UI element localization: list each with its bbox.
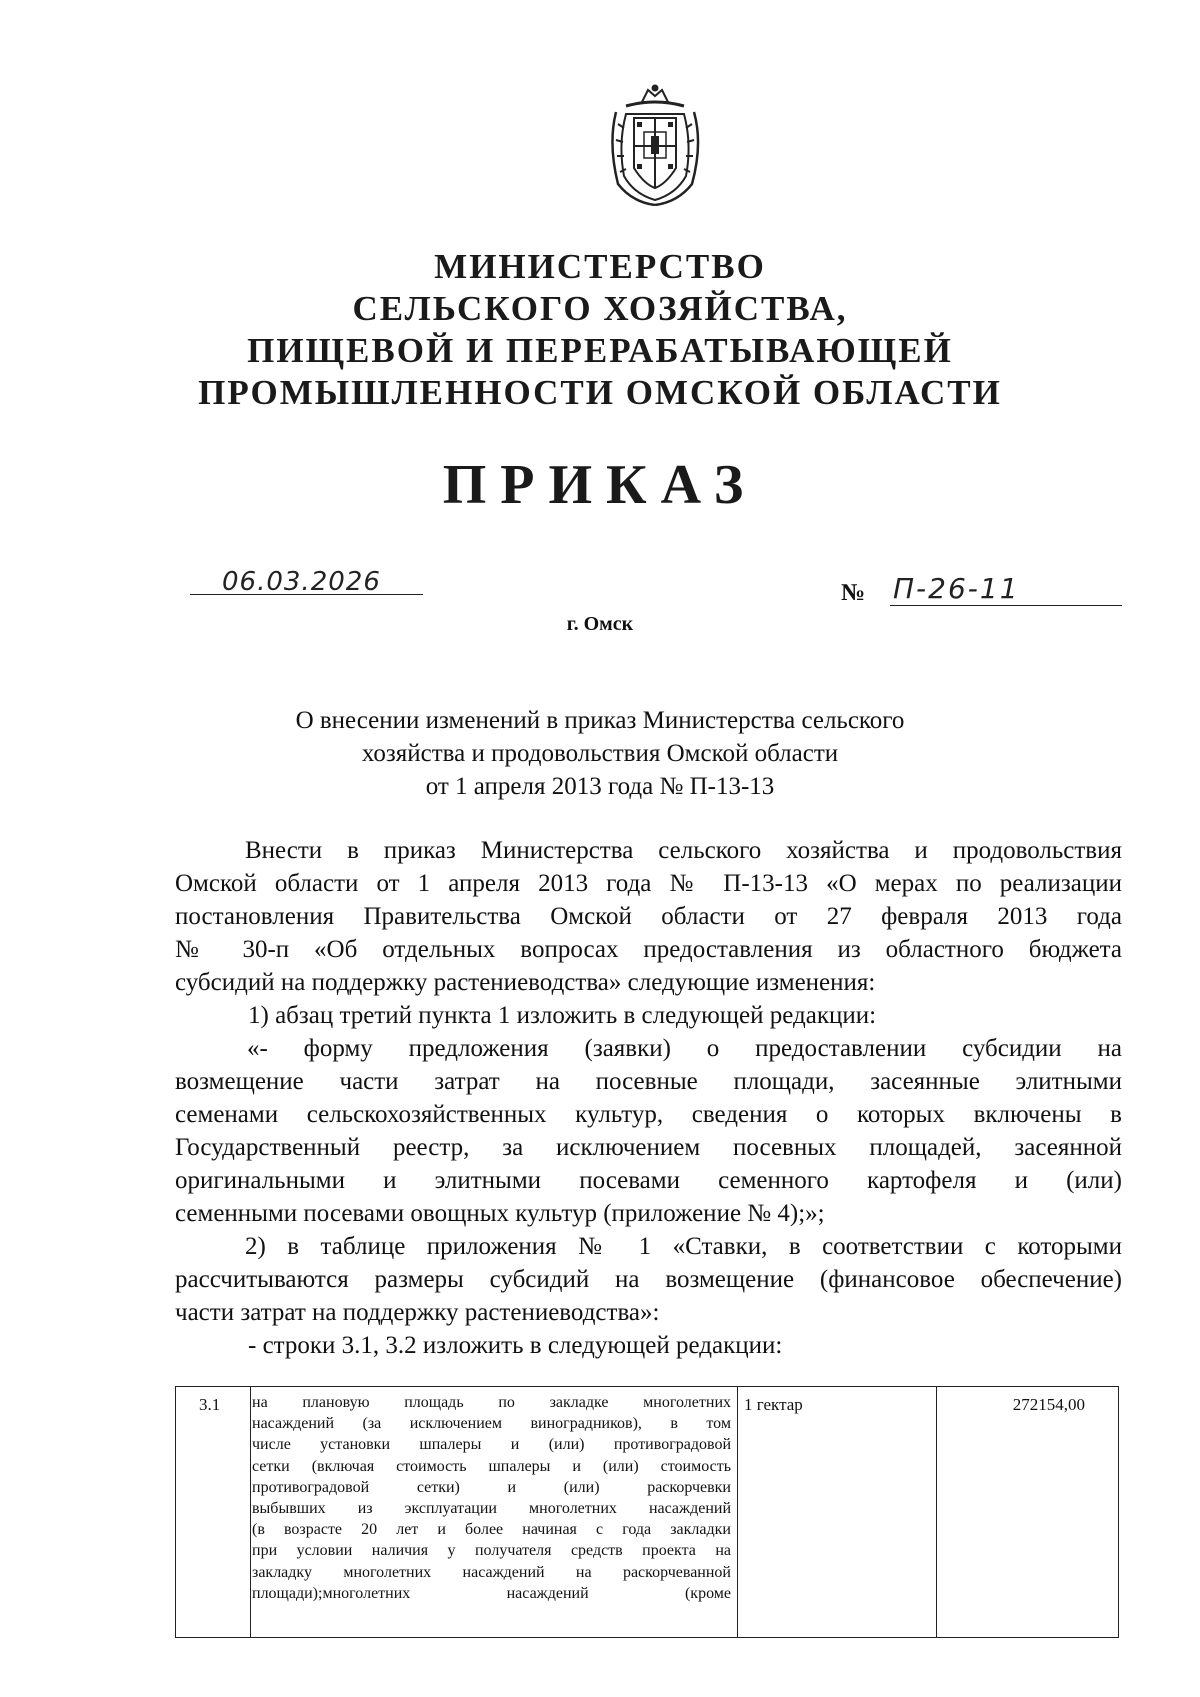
body-line: - строки 3.1, 3.2 изложить в следующей редакции: [248, 1332, 783, 1359]
order-date: 06.03.2026 [222, 567, 381, 597]
table-cell-description-line: противоградовой сетки) и (или) раскорчевки [252, 1478, 731, 1496]
table-cell-description-line: на плановую площадь по закладке многолетних [252, 1394, 731, 1411]
body-line: Государственный реестр, за исключением посевных площадей, засеянной [175, 1134, 1122, 1161]
body-line: Омской области от 1 апреля 2013 года № П-13-13 «О мерах по реализации [175, 870, 1122, 897]
table-cell-description-line: (в возрасте 20 лет и более начиная с года закладки [252, 1521, 731, 1539]
body-line: № 30-п «Об отдельных вопросах предоставления из областного бюджета [175, 936, 1122, 963]
table-cell-description-line: сетки (включая стоимость шпалеры и (или) стоимость [252, 1457, 731, 1475]
subject-line: от 1 апреля 2013 года № П-13-13 [425, 773, 775, 800]
ministry-name-line: МИНИСТЕРСТВО [434, 247, 766, 286]
subject-line: хозяйства и продовольствия Омской области [361, 740, 839, 767]
table-column-divider [737, 1387, 738, 1637]
body-line: постановления Правительства Омской области от 27 февраля 2013 года [175, 903, 1122, 930]
ministry-name-line: ПИЩЕВОЙ И ПЕРЕРАБАТЫВАЮЩЕЙ [247, 331, 953, 370]
table-cell-description-line: закладку многолетних насаждений на раскорчеванной [252, 1563, 731, 1581]
table-cell-description-line: площади);многолетних насаждений (кроме [252, 1584, 731, 1602]
body-line: 2) в таблице приложения № 1 «Ставки, в соответствии с которыми [245, 1233, 1122, 1260]
body-line: Внести в приказ Министерства сельского хозяйства и продовольствия [245, 837, 1122, 864]
body-line: части затрат на поддержку растениеводства»: [175, 1299, 660, 1326]
ministry-name-line: ПРОМЫШЛЕННОСТИ ОМСКОЙ ОБЛАСТИ [198, 373, 1002, 412]
table-cell-row-number: 3.1 [199, 1395, 221, 1414]
table-column-divider [936, 1387, 937, 1637]
body-line: «- форму предложения (заявки) о предоставлении субсидии на [247, 1035, 1122, 1062]
number-underline [890, 605, 1122, 606]
order-number: П-26-11 [893, 572, 1020, 605]
date-underline [190, 594, 423, 595]
body-line: 1) абзац третий пункта 1 изложить в следующей редакции: [248, 1002, 877, 1029]
body-line: семенами сельскохозяйственных культур, сведения о которых включены в [175, 1101, 1122, 1128]
subject-line: О внесении изменений в приказ Министерства сельского [295, 707, 905, 734]
ministry-name-line: СЕЛЬСКОГО ХОЗЯЙСТВА, [352, 289, 848, 328]
body-line: субсидий на поддержку растениеводства» следующие изменения: [175, 969, 876, 996]
body-line: возмещение части затрат на посевные площади, засеянные элитными [175, 1068, 1122, 1095]
coat-of-arms-emblem [604, 84, 707, 206]
body-line: рассчитываются размеры субсидий на возмещение (финансовое обеспечение) [175, 1266, 1122, 1293]
table-cell-description-line: насаждений (за исключением виноградников), в том [252, 1415, 731, 1433]
city: г. Омск [566, 613, 634, 635]
body-line: семенными посевами овощных культур (приложение № 4);»; [175, 1200, 825, 1227]
table-cell-description-line: числе установки шпалеры и (или) противоградовой [252, 1436, 731, 1454]
table-cell-rate: 272154,00 [1012, 1395, 1085, 1414]
number-sign: № [841, 580, 866, 606]
table-column-divider [250, 1387, 251, 1637]
body-line: оригинальными и элитными посевами семенного картофеля и (или) [175, 1167, 1122, 1194]
table-cell-description-line: при условии наличия у получателя средств проекта на [252, 1542, 731, 1560]
table-cell-unit: 1 гектар [744, 1395, 803, 1414]
order-title: ПРИКАЗ [442, 454, 758, 516]
table-cell-description-line: выбывших из эксплуатации многолетних насаждений [252, 1500, 731, 1517]
